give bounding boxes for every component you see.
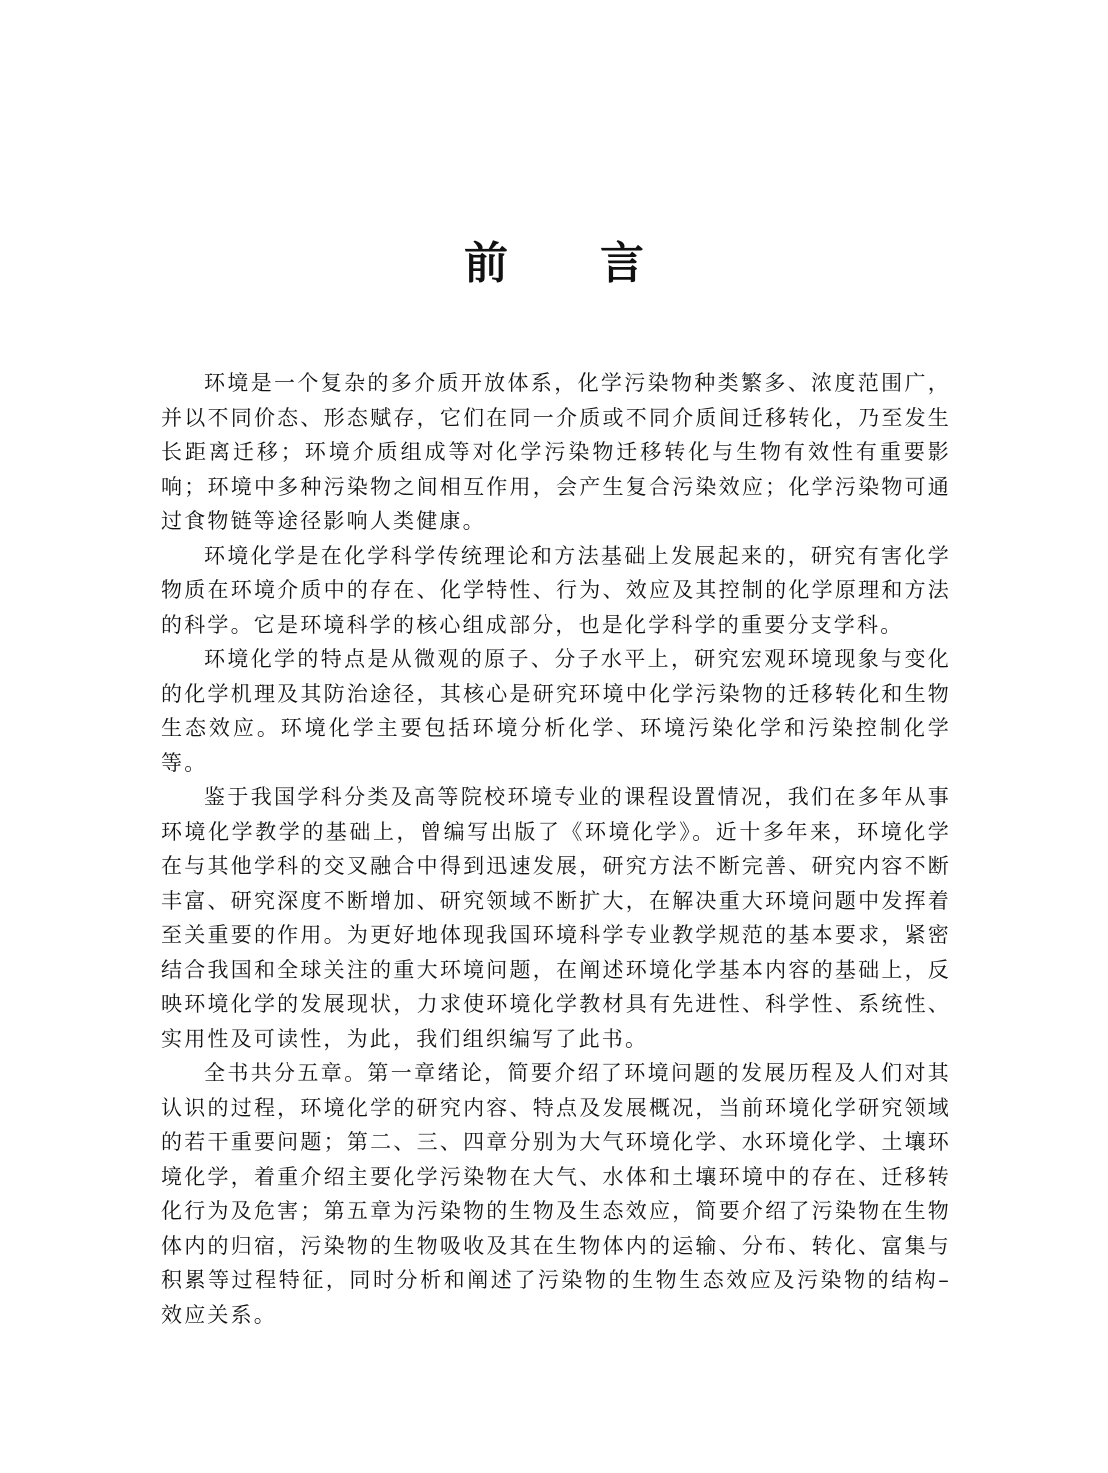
paragraph-4: 鉴于我国学科分类及高等院校环境专业的课程设置情况，我们在多年从事环境化学教学的基础上，曾编写出版了《环境化学》。近十多年来，环境化学在与其他学科的交叉融合中得到迅速发展，研究方法不断完善、研究内容不断丰富、研究深度不断增加、研究领域不断扩大，在解决重大环境问题中发挥着至关重要的作用。为更好地体现我国环境科学专业教学规范的基本要求，紧密结合我国和全球关注的重大环境问题，在阐述环境化学基本内容的基础上，反映环境化学的发展现状，力求使环境化学教材具有先进性、科学性、系统性、实用性及可读性，为此，我们组织编写了此书。 (161, 785, 951, 1051)
paragraph-3: 环境化学的特点是从微观的原子、分子水平上，研究宏观环境现象与变化的化学机理及其防治途径，其核心是研究环境中化学污染物的迁移转化和生物生态效应。环境化学主要包括环境分析化学、环境污染化学和污染控制化学等。 (161, 647, 951, 775)
paragraph-2: 环境化学是在化学科学传统理论和方法基础上发展起来的，研究有害化学物质在环境介质中的存在、化学特性、行为、效应及其控制的化学原理和方法的科学。它是环境科学的核心组成部分，也是化学科学的重要分支学科。 (161, 543, 951, 637)
page-title: 前言 (464, 238, 736, 289)
preface-body (161, 366, 951, 1332)
paragraph-1: 环境是一个复杂的多介质开放体系，化学污染物种类繁多、浓度范围广，并以不同价态、形态赋存，它们在同一介质或不同介质间迁移转化，乃至发生长距离迁移；环境介质组成等对化学污染物迁移转化与生物有效性有重要影响；环境中多种污染物之间相互作用，会产生复合污染效应；化学污染物可通过食物链等途径影响人类健康。 (161, 371, 951, 533)
paragraph-5: 全书共分五章。第一章绪论，简要介绍了环境问题的发展历程及人们对其认识的过程，环境化学的研究内容、特点及发展概况，当前环境化学研究领域的若干重要问题；第二、三、四章分别为大气环境化学、水环境化学、土壤环境化学，着重介绍主要化学污染物在大气、水体和土壤环境中的存在、迁移转化行为及危害；第五章为污染物的生物及生态效应，简要介绍了污染物在生物体内的归宿，污染物的生物吸收及其在生物体内的运输、分布、转化、富集与积累等过程特征，同时分析和阐述了污染物的生物生态效应及污染物的结构–效应关系。 (161, 1061, 951, 1327)
